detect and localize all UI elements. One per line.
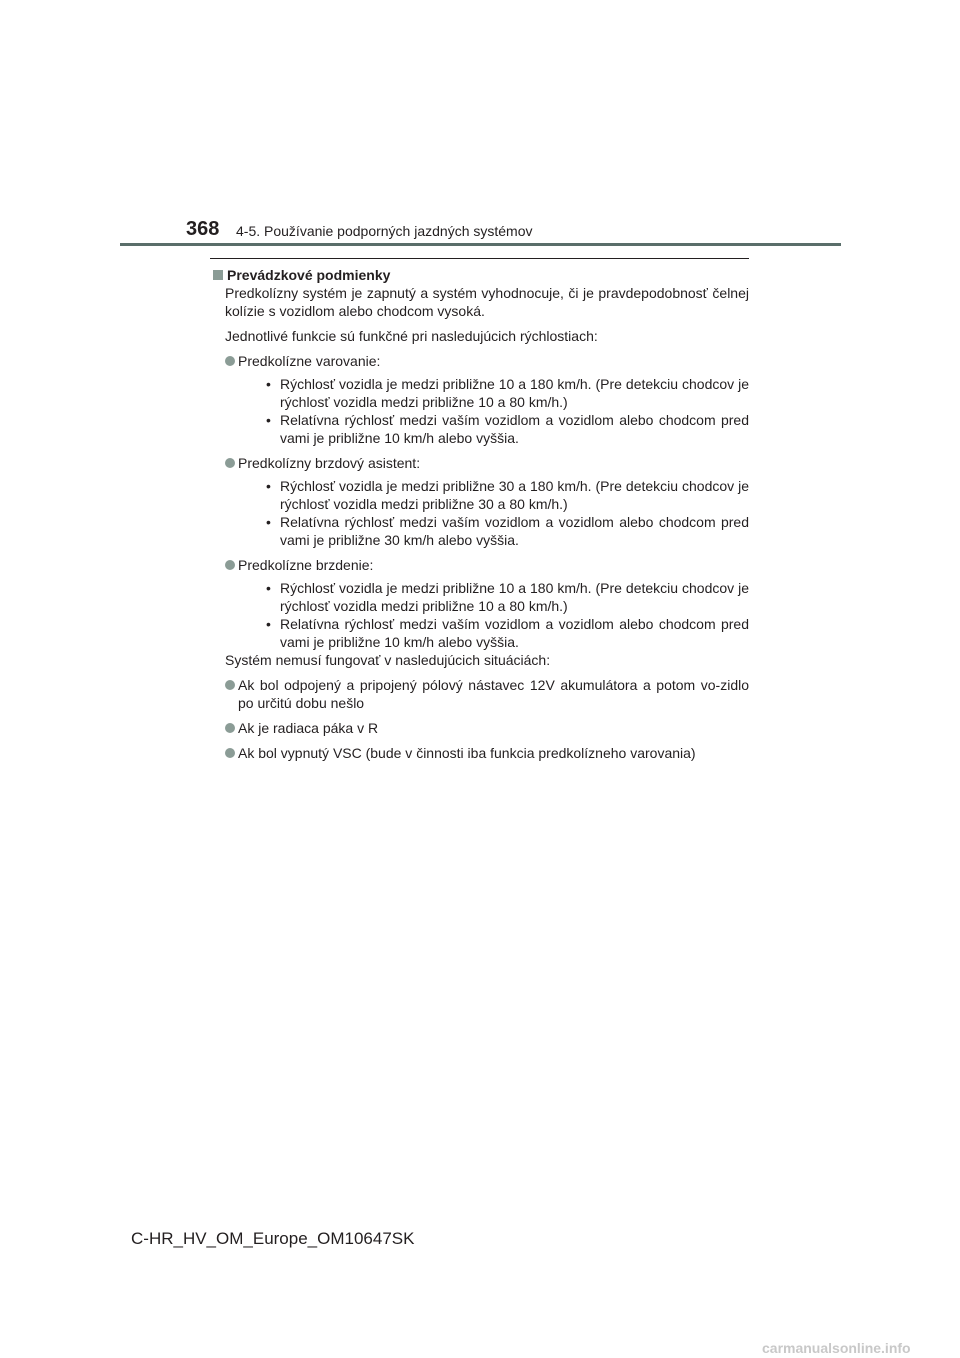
circle-bullet-icon bbox=[225, 356, 235, 366]
sub-list bbox=[238, 477, 749, 549]
sub-item: • Rýchlosť vozidla je medzi približne 30 a 180 km/h. (Pre detekciu chodcov je rýchlosť vozidla medzi približne 30 a 80 km/h.) bbox=[266, 478, 749, 512]
watermark: carmanualsonline.info bbox=[762, 1340, 911, 1356]
section-heading-text: Prevádzkové podmienky bbox=[227, 267, 391, 283]
function-item bbox=[210, 454, 749, 549]
circle-bullet-icon bbox=[225, 680, 235, 690]
sub-item: • Relatívna rýchlosť medzi vaším vozidlom a vozidlom alebo chodcom pred vami je približne 10 km/h alebo vyššia. bbox=[266, 616, 749, 650]
dot-bullet-icon: • bbox=[266, 580, 271, 596]
page-number: 368 bbox=[186, 218, 220, 240]
circle-bullet-icon bbox=[225, 723, 235, 733]
limitation-item: Ak bol vypnutý VSC (bude v činnosti iba funkcia predkolízneho varovania) bbox=[210, 744, 749, 762]
header-divider bbox=[120, 243, 841, 246]
section-divider bbox=[210, 258, 749, 259]
limitations-intro: Systém nemusí fungovať v nasledujúcich situáciách: bbox=[225, 652, 551, 668]
dot-bullet-icon: • bbox=[266, 376, 271, 392]
sub-item: • Rýchlosť vozidla je medzi približne 10 a 180 km/h. (Pre detekciu chodcov je rýchlosť vozidla medzi približne 10 a 80 km/h.) bbox=[266, 580, 749, 614]
sub-list bbox=[238, 579, 749, 651]
function-title: Predkolízny brzdový asistent: bbox=[238, 455, 421, 471]
circle-bullet-icon bbox=[225, 560, 235, 570]
functions-intro: Jednotlivé funkcie sú funkčné pri nasledujúcich rýchlostiach: bbox=[225, 328, 598, 344]
limitation-item: Ak je radiaca páka v R bbox=[210, 719, 749, 737]
document-code: C-HR_HV_OM_Europe_OM10647SK bbox=[131, 1229, 415, 1248]
section-heading bbox=[210, 266, 749, 284]
limitation-item: Ak bol odpojený a pripojený pólový nástavec 12V akumulátora a potom vo-zidlo po určitú dobu nešlo bbox=[210, 676, 749, 712]
dot-bullet-icon: • bbox=[266, 616, 271, 632]
chapter-title: 4-5. Používanie podporných jazdných systémov bbox=[236, 223, 533, 239]
function-item bbox=[210, 352, 749, 447]
function-title: Predkolízne varovanie: bbox=[238, 353, 381, 369]
dot-bullet-icon: • bbox=[266, 412, 271, 428]
dot-bullet-icon: • bbox=[266, 478, 271, 494]
sub-item: • Relatívna rýchlosť medzi vaším vozidlom a vozidlom alebo chodcom pred vami je približne 10 km/h alebo vyššia. bbox=[266, 412, 749, 446]
sub-item: • Relatívna rýchlosť medzi vaším vozidlom a vozidlom alebo chodcom pred vami je približne 30 km/h alebo vyššia. bbox=[266, 514, 749, 548]
sub-item: • Rýchlosť vozidla je medzi približne 10 a 180 km/h. (Pre detekciu chodcov je rýchlosť vozidla medzi približne 10 a 80 km/h.) bbox=[266, 376, 749, 410]
page-header bbox=[0, 0, 960, 250]
main-content bbox=[210, 258, 749, 762]
function-item bbox=[210, 556, 749, 651]
dot-bullet-icon: • bbox=[266, 514, 271, 530]
circle-bullet-icon bbox=[225, 458, 235, 468]
circle-bullet-icon bbox=[225, 748, 235, 758]
square-bullet-icon bbox=[213, 270, 223, 280]
intro-paragraph: Predkolízny systém je zapnutý a systém vyhodnocuje, či je pravdepodobnosť čelnej kolízie s vozidlom alebo chodcom vysoká. bbox=[225, 285, 749, 319]
sub-list bbox=[238, 375, 749, 447]
function-title: Predkolízne brzdenie: bbox=[238, 557, 374, 573]
